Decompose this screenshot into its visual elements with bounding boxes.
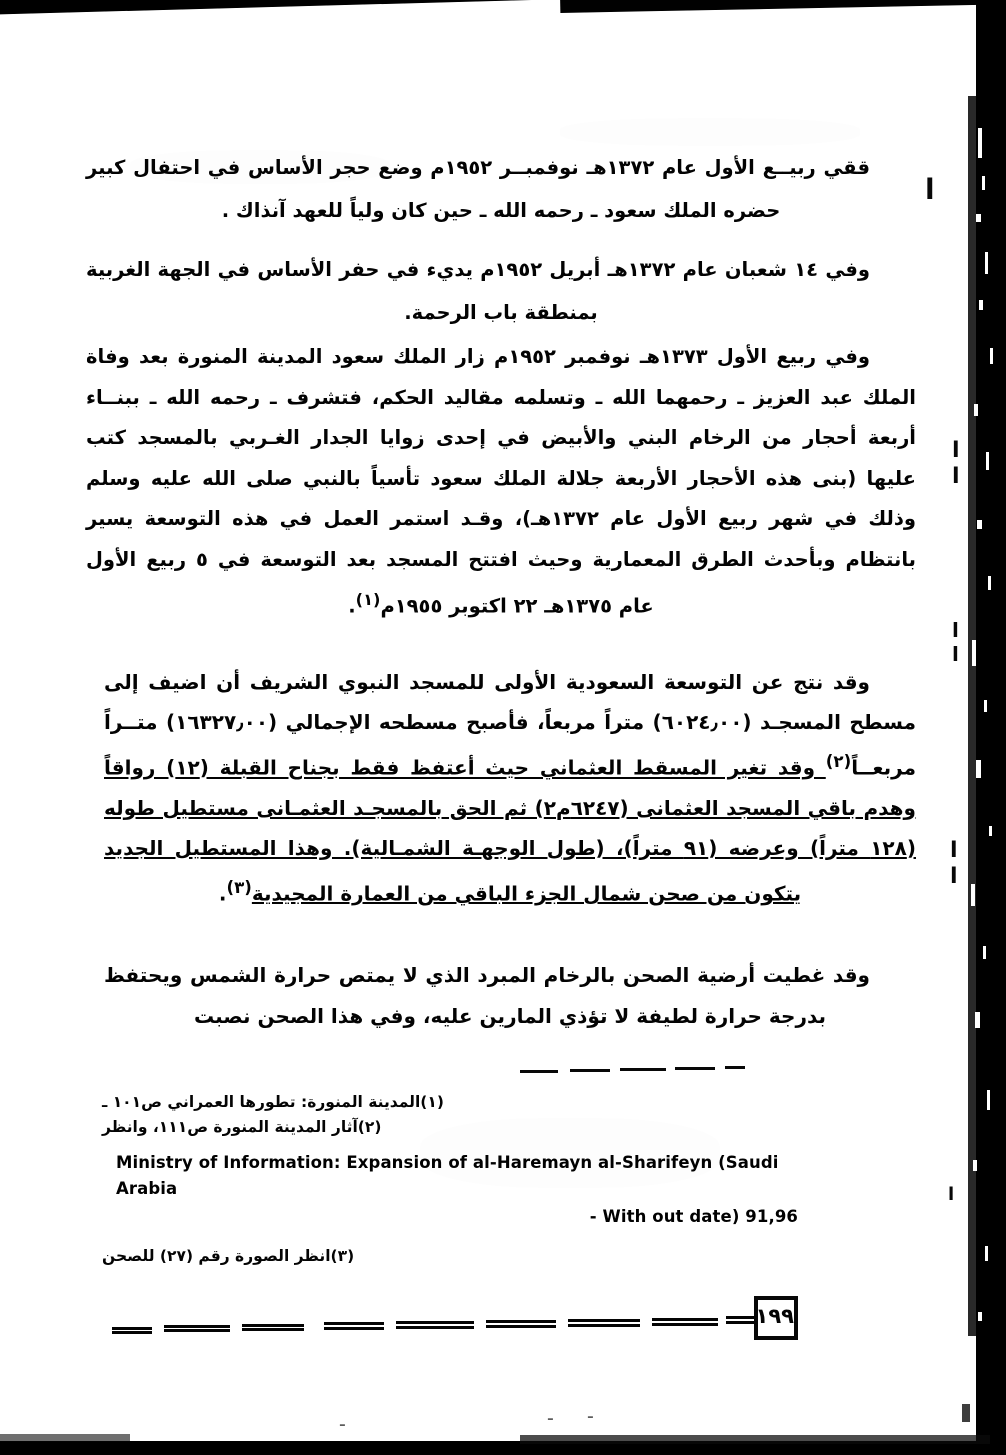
paper-smudge — [560, 118, 860, 146]
scan-speck — [972, 640, 976, 666]
scan-speck — [979, 300, 983, 310]
scan-speck — [985, 252, 988, 274]
scan-speck — [977, 520, 982, 529]
bottom-stray-mark: ـ — [340, 1414, 345, 1430]
scan-speck — [989, 826, 992, 836]
footnote-english-reference-line-2: - With out date) 91,96 — [589, 1207, 798, 1226]
scan-edge-bottom-secondary-artifact — [520, 1435, 990, 1444]
footnote-item — [90, 1090, 820, 1115]
bottom-stray-mark: ـ — [588, 1406, 593, 1422]
page-number: ١٩٩ — [755, 1304, 794, 1328]
margin-tick-mark: ا — [950, 838, 958, 863]
margin-tick-mark: ا — [925, 173, 935, 206]
scan-speck — [978, 128, 982, 158]
footnote-text: المدينة المنورة: تطورها العمراني ص١٠١ ـ — [102, 1093, 421, 1111]
footnote-number: (١) — [420, 1093, 444, 1111]
footnote-section — [90, 1090, 820, 1269]
margin-tick-mark: ا — [952, 438, 960, 463]
paragraph-2 — [86, 248, 916, 334]
footnote-marker-3: (٣) — [226, 877, 252, 897]
scan-speck — [974, 404, 978, 416]
paragraph-3: وفي ربيع الأول ١٣٧٣هـ نوفمبر ١٩٥٢م زار الملك سعود المدينة المنورة بعد وفاة الملك عبد العزيز ـ رحمهما الله ـ وتسلمه مقاليد الحكم، فتشرف ـ رحمه الله ـ ببنــاء أربعة أحجار من الرخام البني والأبيض في إحدى زوايا الجدار الغـربي بالمسجد كتب عليها (بنى هذه الأحجار الأربعة جلالة الملك سعود تأسياً بالنبي صلى الله عليه وسلم وذلك في شهر ربيع الأول عام ١٣٧٢هـ)، وقـد استمر العمل في هذه التوسعة يسير بانتظام وبأحدث الطرق المعمارية وحيث افتتح المسجد بعد التوسعة في ٥ ربيع الأول عام ١٣٧٥هـ ٢٢ اكتوبر ١٩٥٥م$^{(١)}$. — [86, 345, 916, 618]
scan-speck — [988, 576, 991, 590]
footnote-marker-1: (١) — [355, 590, 381, 609]
paragraph-1-text: ققي ربيــع الأول عام ١٣٧٢هـ نوفمبــر ١٩٥٢م وضع حجر الأساس في احتفال كبير حضره الملك سعود ـ رحمه الله ـ حين كان ولياً للعهد آنذاك . — [86, 156, 870, 222]
scan-edge-top-secondary-artifact — [560, 0, 1006, 13]
margin-tick-mark: ا — [952, 642, 959, 666]
paragraph-4-text-underlined: وقد تغير المسقط العثماني حيث أعتفظ فقط بجناح القبلة (١٢) رواقاً وهدم باقي المسجد العثمانى (٦٢٤٧م٢) ثم الحق بالمسجـد العثمـانى مستطيل طوله (١٢٨ متراً) وعرضه (٩١ متراً)، (طول الوجهـة الشمـالية). وهذا المستطيل الجديد يتكون من صحن شمال الجزء الباقي من العمارة المجيدية — [104, 755, 916, 906]
scan-speck — [990, 348, 993, 364]
footnote-separator-rule — [520, 1066, 810, 1076]
footnote-text: انظر الصورة رقم (٢٧) للصحن — [102, 1247, 331, 1265]
page-number-box — [754, 1296, 798, 1340]
scan-speck — [987, 1090, 990, 1110]
scan-speck — [973, 1160, 977, 1171]
paragraph-2-text: وفي ١٤ شعبان عام ١٣٧٢هـ أبريل ١٩٥٢م يديء في حفر الأساس في الجهة الغربية بمنطقة باب الرحمة. — [86, 258, 870, 324]
scan-speck — [971, 884, 975, 906]
scan-edge-right-noise-artifact — [968, 96, 978, 1336]
footnote-text: آثار المدينة المنورة ص١١١، وانظر — [102, 1118, 358, 1136]
paragraph-4: وقد نتج عن التوسعة السعودية الأولى للمسجد النبوي الشريف أن اضيف إلى مسطح المسجـد (٦٠٢٤٫٠٠) متراً مربعاً، فأصبح مسطحه الإجمالي (١٦٣٢٧٫٠٠) متــراً مربعــاً$^{(٢)}$ وقد تغير المسقط العثماني حيث أعتفظ فقط بجناح القبلة (١٢) رواقاً وهدم باقي المسجد العثمانى (٦٢٤٧م٢) ثم الحق بالمسجـد العثمـانى مستطيل طوله (١٢٨ متراً) وعرضه (٩١ متراً)، (طول الوجهـة الشمـالية). وهذا المستطيل الجديد يتكون من صحن شمال الجزء الباقي من العمارة المجيدية$^{(٣)}$. — [104, 670, 917, 906]
scan-edge-left-nick-artifact — [0, 1434, 130, 1442]
margin-tick-mark: ا — [952, 464, 960, 489]
footnote-number: (٢) — [357, 1118, 382, 1136]
footnote-english-reference-line-1: Ministry of Information: Expansion of al-Haremayn al-Sharifeyn (Saudi Arabia — [116, 1153, 779, 1198]
paragraph-5 — [104, 955, 916, 1037]
paragraph-5-text: وقد غطيت أرضية الصحن بالرخام المبرد الذي لا يمتص حرارة الشمس ويحتفظ بدرجة حرارة لطيفة لا تؤذي المارين عليه، وفي هذا الصحن نصبت — [104, 963, 870, 1028]
scan-speck — [978, 1312, 982, 1321]
footnote-item — [90, 1115, 820, 1140]
bottom-stray-mark: ـ — [548, 1408, 553, 1424]
scan-speck — [975, 1012, 980, 1028]
paragraph-3-text: وفي ربيع الأول ١٣٧٣هـ نوفمبر ١٩٥٢م زار الملك سعود المدينة المنورة بعد وفاة الملك عبد العزيز ـ رحمهما الله ـ وتسلمه مقاليد الحكم، فتشرف ـ رحمه الله ـ ببنــاء أربعة أحجار من الرخام البني والأبيض في إحدى زوايا الجدار الغـربي بالمسجد كتب عليها (بنى هذه الأحجار الأربعة جلالة الملك سعود تأسياً بالنبي صلى الله عليه وسلم وذلك في شهر ربيع الأول عام ١٣٧٢هـ)، وقـد استمر العمل في هذه التوسعة يسير بانتظام وبأحدث الطرق المعمارية وحيث افتتح المسجد بعد التوسعة في ٥ ربيع الأول عام ١٣٧٥هـ ٢٢ اكتوبر ١٩٥٥م — [86, 345, 916, 618]
bottom-stray-mark — [962, 1404, 970, 1422]
paragraph-4-text-plain: وقد نتج عن التوسعة السعودية الأولى للمسجد النبوي الشريف أن اضيف إلى مسطح المسجـد (٦٠٢٤٫٠٠) متراً مربعاً، فأصبح مسطحه الإجمالي (١٦٣٢٧٫٠٠) متــراً مربعــاً — [104, 670, 917, 780]
scan-speck — [985, 1246, 988, 1261]
scan-speck — [983, 946, 986, 959]
paragraph-1 — [86, 146, 916, 232]
margin-tick-mark: ا — [948, 1184, 955, 1205]
margin-tick-mark: ا — [950, 864, 958, 889]
footnote-marker-2: (٢) — [825, 752, 852, 771]
scan-speck — [976, 214, 981, 222]
scan-speck — [976, 760, 981, 778]
margin-tick-mark: ا — [952, 618, 959, 642]
scan-speck — [986, 452, 989, 470]
scan-speck — [984, 700, 987, 712]
footnote-number: (٣) — [330, 1247, 355, 1265]
footnote-item — [90, 1244, 820, 1269]
scan-speck — [982, 176, 985, 190]
footer-decorative-rule — [112, 1318, 752, 1332]
